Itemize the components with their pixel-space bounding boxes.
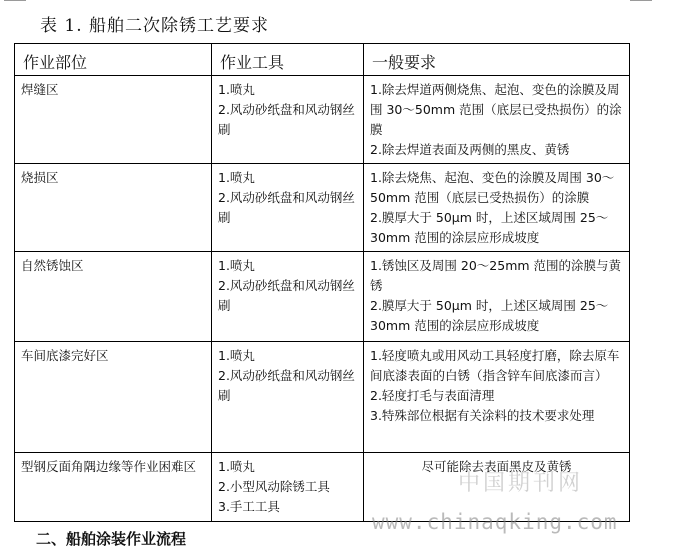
tool-item: 2.风动砂纸盘和风动钢丝刷 [218,190,355,225]
tools-cell [212,164,364,252]
tools-cell [212,342,364,453]
next-section-heading: 二、船舶涂装作业流程 [36,530,187,548]
requirement-item: 2.除去焊道表面及两侧的黑皮、黄锈 [370,142,570,157]
watermark-url: www.chinaqking.com [372,510,618,534]
tools-cell [212,453,364,522]
table-row [15,342,630,453]
tool-item: 2.风动砂纸盘和风动钢丝刷 [218,278,355,313]
requirement-item: 1.除去烧焦、起泡、变色的涂膜及周围 30～50mm 范围（底层已受热损伤）的涂膜 [370,170,615,205]
requirements-cell [364,164,630,252]
header-area: 作业部位 [15,44,212,76]
table-header-row [15,44,630,76]
tool-item: 1.喷丸 [218,258,255,273]
tool-item: 1.喷丸 [218,459,255,474]
tool-item: 1.喷丸 [218,82,255,97]
requirement-item: 1.锈蚀区及周围 20～25mm 范围的涂膜与黄锈 [370,258,622,293]
requirements-cell [364,76,630,164]
header-requirements: 一般要求 [364,44,630,76]
requirement-item: 尽可能除去表面黑皮及黄锈 [421,459,572,474]
requirement-item: 2.轻度打毛与表面清理 [370,388,495,403]
area-cell: 焊缝区 [15,76,212,164]
table-row [15,76,630,164]
area-cell: 型钢反面角隅边缘等作业困难区 [15,453,212,522]
requirements-cell [364,252,630,342]
area-cell: 自然锈蚀区 [15,252,212,342]
tool-item: 1.喷丸 [218,348,255,363]
requirement-item: 1.除去焊道两侧烧焦、起泡、变色的涂膜及周围 30～50mm 范围（底层已受热损伤）的涂膜 [370,82,622,137]
requirements-cell [364,342,630,453]
table-row [15,164,630,252]
tool-item: 3.手工工具 [218,499,280,514]
requirement-item: 2.膜厚大于 50μm 时，上述区域周围 25～30mm 范围的涂层应形成坡度 [370,210,609,245]
table-caption: 表 1. 船舶二次除锈工艺要求 [40,16,270,36]
page-corner-mark-left [4,0,26,3]
tools-cell [212,252,364,342]
area-cell: 车间底漆完好区 [15,342,212,453]
tool-item: 2.风动砂纸盘和风动钢丝刷 [218,102,355,137]
process-requirements-table [14,43,630,522]
tools-cell [212,76,364,164]
requirement-item: 1.轻度喷丸或用风动工具轻度打磨，除去原车间底漆表面的白锈（指含锌车间底漆而言） [370,348,620,383]
page-corner-mark-right [630,0,652,3]
requirement-item: 2.膜厚大于 50μm 时，上述区域周围 25～30mm 范围的涂层应形成坡度 [370,298,609,333]
area-cell: 烧损区 [15,164,212,252]
tool-item: 2.风动砂纸盘和风动钢丝刷 [218,368,355,403]
table-row [15,252,630,342]
tool-item: 1.喷丸 [218,170,255,185]
watermark-chinese: 中国期刊网 [458,471,584,496]
tool-item: 2.小型风动除锈工具 [218,479,330,494]
requirement-item: 3.特殊部位根据有关涂料的技术要求处理 [370,408,595,423]
header-tools: 作业工具 [212,44,364,76]
